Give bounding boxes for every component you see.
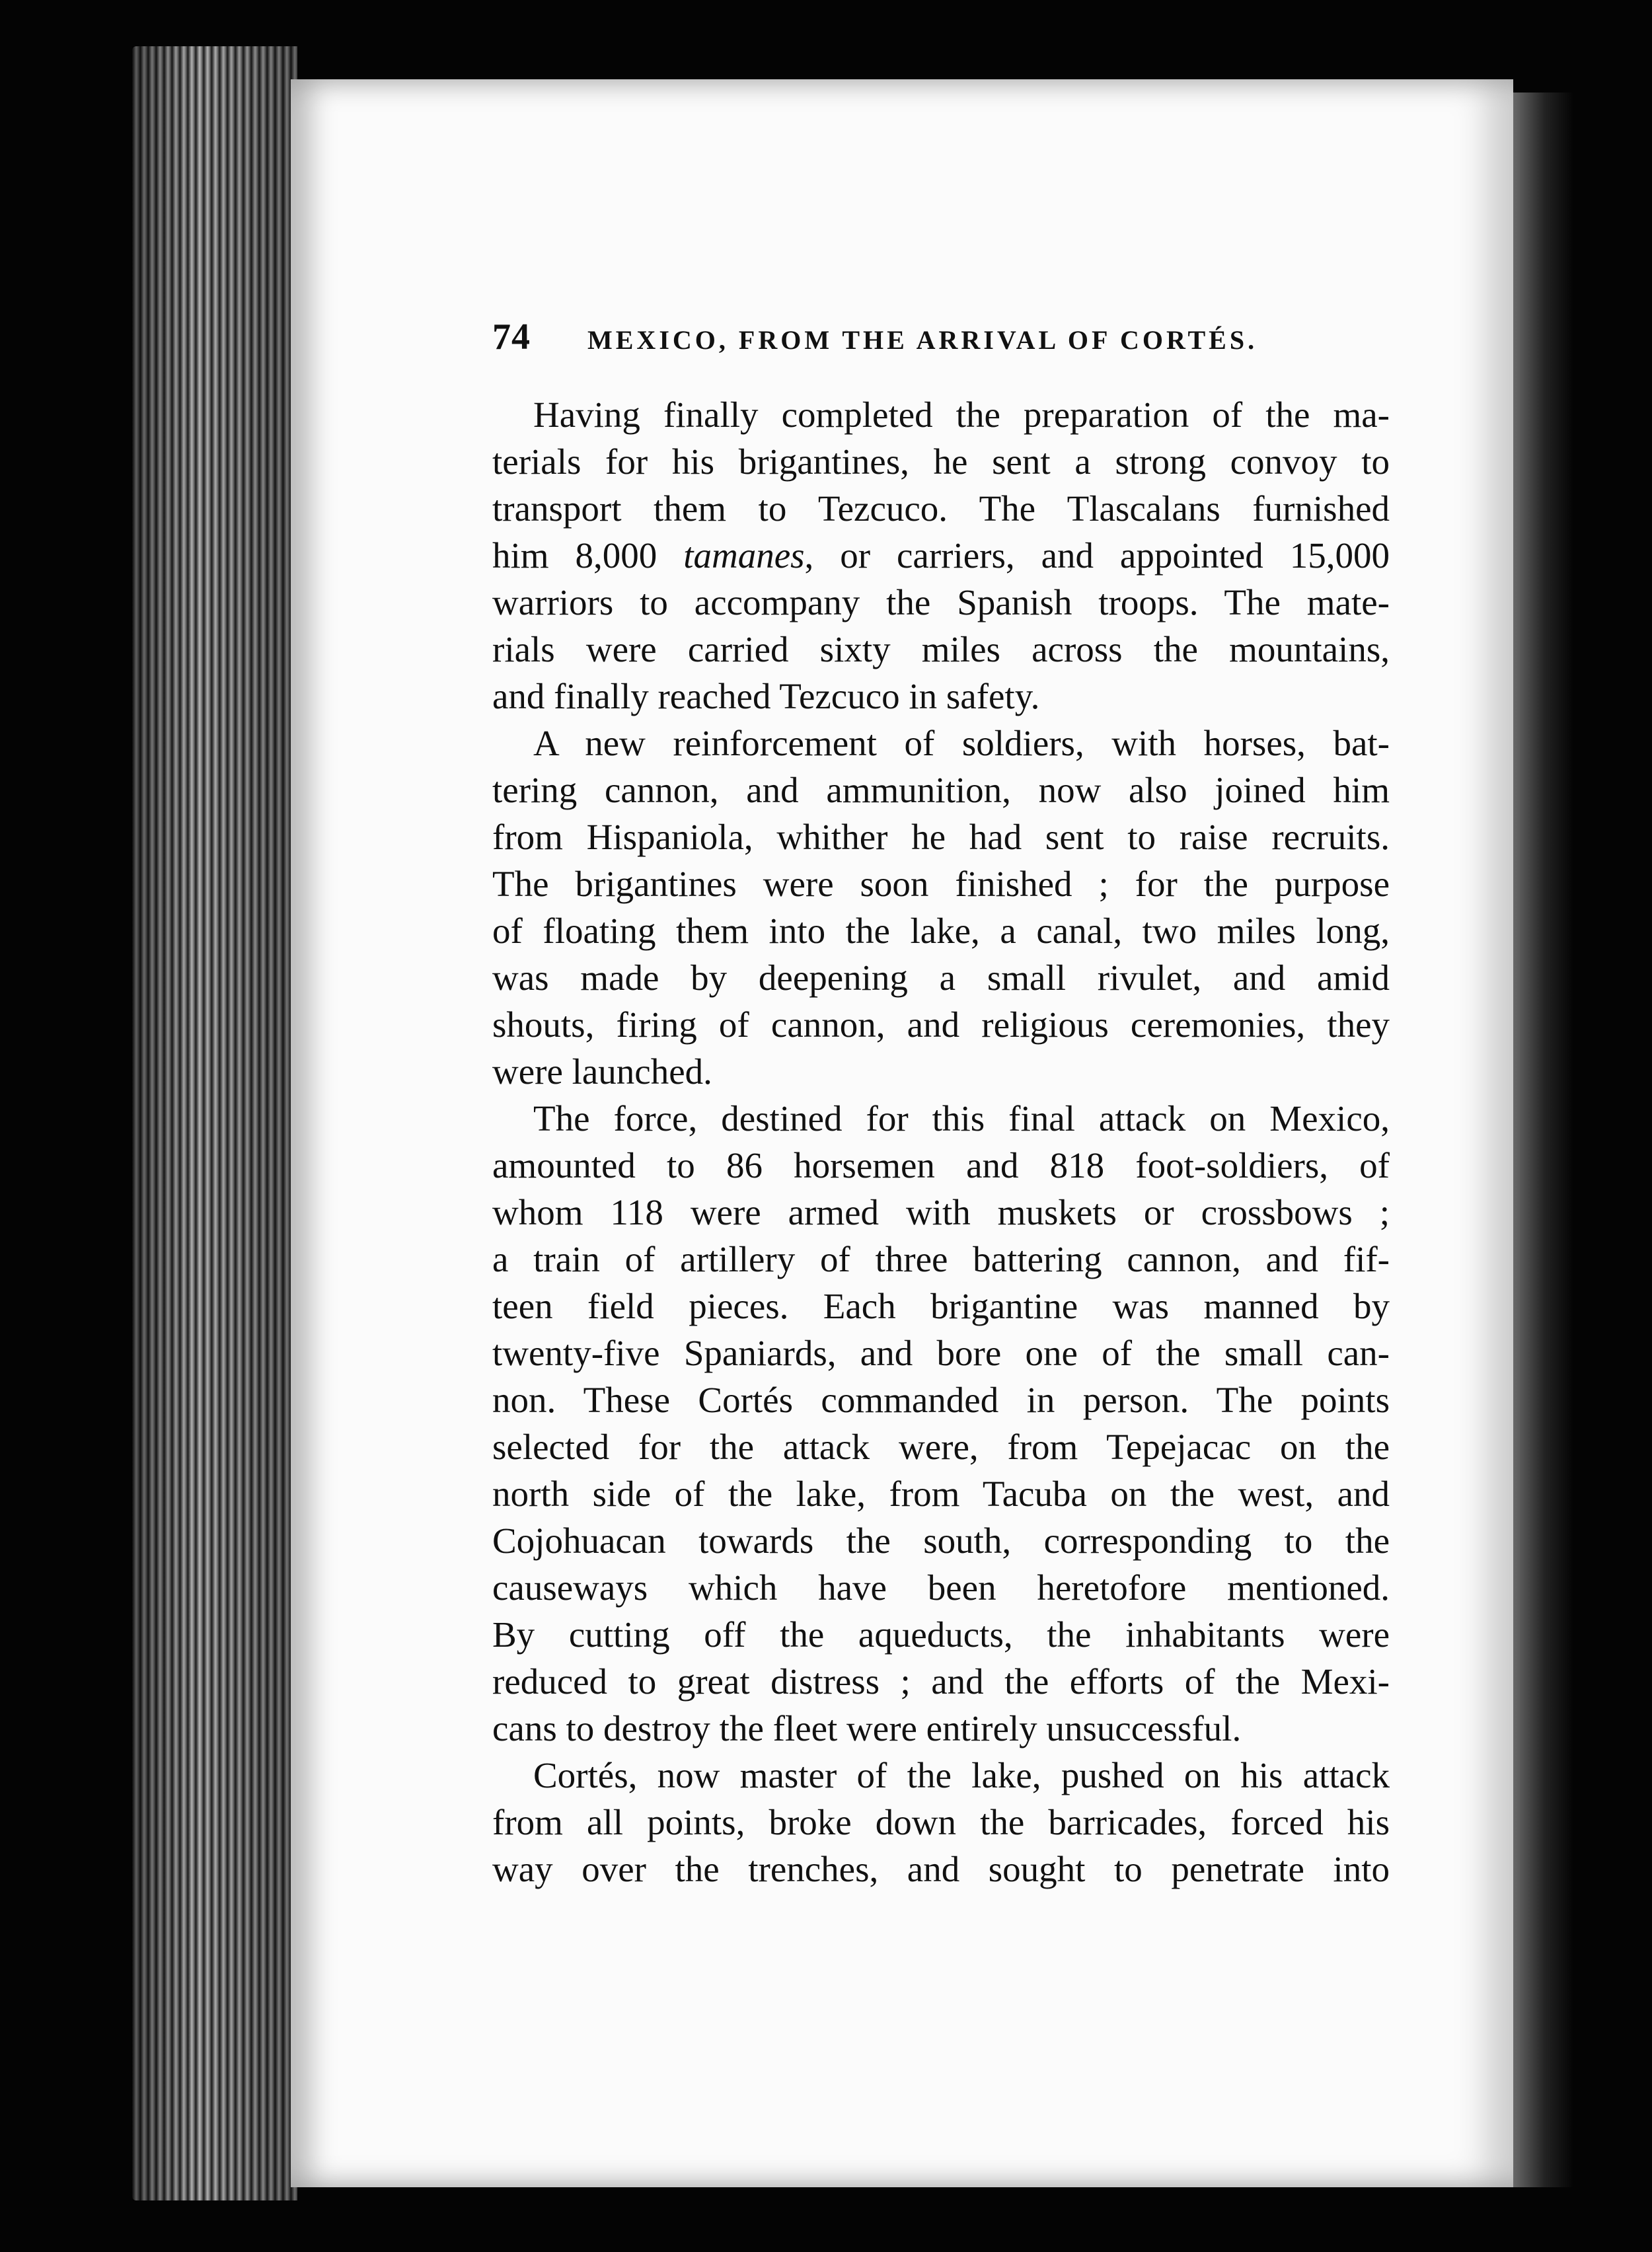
running-head [492,316,1285,362]
text-line: warriors to accompany the Spanish troops. The mate- [492,582,1390,622]
text-line: way over the trenches, and sought to penetrate into [492,1849,1390,1889]
text-line: The brigantines were soon finished ; for the purpose [492,864,1390,904]
text-line: Cojohuacan towards the south, corresponding to the [492,1520,1390,1561]
text-line: tering cannon, and ammunition, now also joined him [492,770,1390,810]
text-line: was made by deepening a small rivulet, and amid [492,957,1390,998]
paragraph-1 [492,391,1390,720]
text-line: north side of the lake, from Tacuba on the west, and [492,1474,1390,1514]
text-line: from all points, broke down the barricades, forced his [492,1802,1390,1842]
text-line: reduced to great distress ; and the efforts of the Mexi- [492,1661,1390,1702]
running-head-title: MEXICO, FROM THE ARRIVAL OF CORTÉS. [587,325,1258,355]
paragraph-2 [492,720,1390,1095]
text-line: teen field pieces. Each brigantine was manned by [492,1286,1390,1326]
italic-term: tamanes [683,535,805,576]
text-line: amounted to 86 horsemen and 818 foot-soldiers, of [492,1145,1390,1185]
text-line: rials were carried sixty miles across the mountains, [492,629,1390,669]
text-line: twenty-five Spaniards, and bore one of the small can- [492,1333,1390,1373]
text-line: and finally reached Tezcuco in safety. [492,676,1040,716]
text-line: were launched. [492,1051,712,1092]
book-page-edges [132,46,297,2200]
text-line: from Hispaniola, whither he had sent to raise recruits. [492,817,1390,857]
paragraph-3 [492,1095,1390,1752]
text-line: him 8,000 tamanes, or carriers, and appointed 15,000 [492,535,1390,576]
text-line: whom 118 were armed with muskets or crossbows ; [492,1192,1390,1232]
body-text [492,391,1390,1893]
text-line: selected for the attack were, from Tepejacac on the [492,1427,1390,1467]
text-line: cans to destroy the fleet were entirely unsuccessful. [492,1708,1242,1748]
text-line: By cutting off the aqueducts, the inhabitants were [492,1614,1390,1655]
page-number: 74 [492,317,531,357]
text-line: causeways which have been heretofore mentioned. [492,1567,1390,1608]
text-line: The force, destined for this final attack on Mexico, [533,1098,1390,1139]
text-line: a train of artillery of three battering cannon, and fif- [492,1239,1390,1279]
paragraph-4 [492,1752,1390,1893]
text-line: Cortés, now master of the lake, pushed on his attack [533,1755,1390,1795]
text-line: transport them to Tezcuco. The Tlascalans furnished [492,488,1390,529]
text-line: shouts, firing of cannon, and religious ceremonies, they [492,1004,1390,1045]
text-line: A new reinforcement of soldiers, with horses, bat- [533,723,1390,763]
text-line: of floating them into the lake, a canal, two miles long, [492,911,1390,951]
text-line: terials for his brigantines, he sent a strong convoy to [492,441,1390,482]
text-line: Having finally completed the preparation of the ma- [533,394,1390,435]
text-line: non. These Cortés commanded in person. The points [492,1380,1390,1420]
